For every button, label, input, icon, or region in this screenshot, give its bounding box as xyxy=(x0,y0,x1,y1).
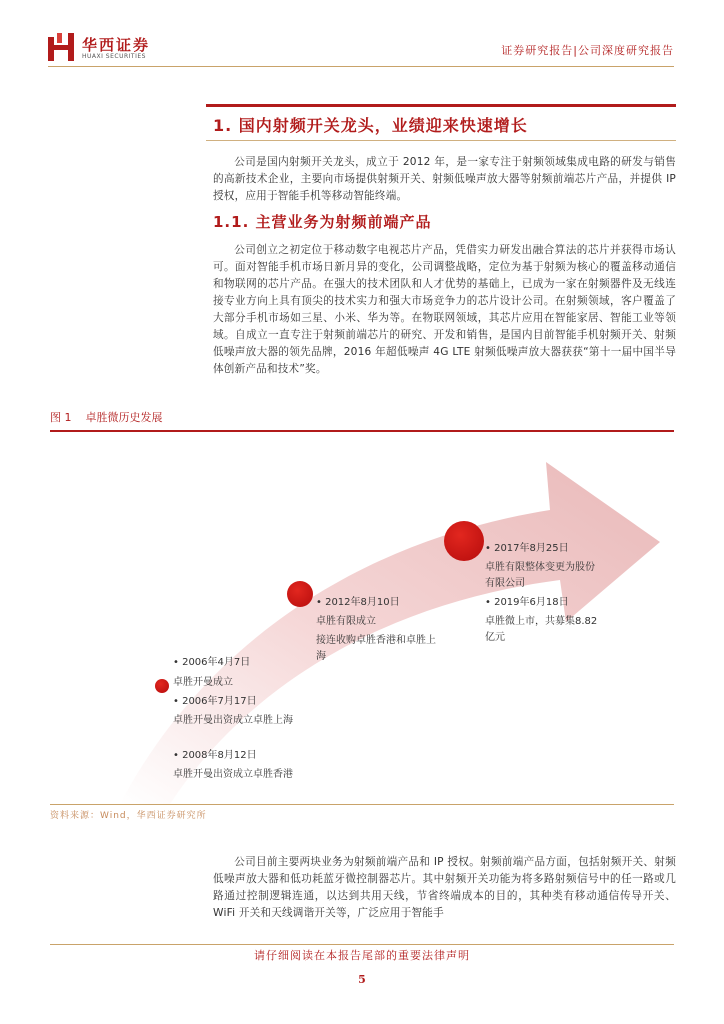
section-1-title: 1. 国内射频开关龙头，业绩迎来快速增长 xyxy=(213,116,528,135)
event-date-2008-08: • 2008年8月12日 xyxy=(173,750,257,761)
event-date-2012-08: • 2012年8月10日 xyxy=(316,597,400,608)
event-text-2012-founded: 卓胜有限成立 xyxy=(316,616,376,627)
report-type-label: 证券研究报告|公司深度研究报告 xyxy=(501,44,674,57)
huaxi-logo-icon xyxy=(48,33,74,61)
footer-divider xyxy=(50,944,674,945)
timeline-dot-2006 xyxy=(155,679,169,693)
figure-caption xyxy=(50,409,163,425)
header-divider xyxy=(48,66,674,67)
brand-name-en: HUAXI SECURITIES xyxy=(82,53,146,60)
timeline-dot-2017 xyxy=(444,521,484,561)
event-text-2006-04: 卓胜开曼成立 xyxy=(173,677,233,688)
figure-title: 卓胜微历史发展 xyxy=(85,411,163,424)
section-divider xyxy=(206,140,676,141)
event-date-2019-06: • 2019年6月18日 xyxy=(485,597,569,608)
figure-source: 资料来源：Wind，华西证券研究所 xyxy=(50,811,207,821)
event-date-2006-07: • 2006年7月17日 xyxy=(173,696,257,707)
timeline-dot-2012 xyxy=(287,581,313,607)
section-1-1-paragraph: 公司创立之初定位于移动数字电视芯片产品，凭借实力研发出融合算法的芯片并获得市场认可。面对智能手机市场日新月异的变化，公司调整战略，定位为基于射频为核心的覆盖移动通信和物联网的芯片产品。在强大的技术团队和人才优势的基础上，已成为一家在射频器件及无线连接专业方向上具有顶尖的技术实力和强大市场竞争力的芯片设计公司。在射频领域，客户覆盖了大部分手机市场如三星、小米、华为等。在物联网领域，其芯片应用在智能家居、智能工业等领域。自成立一直专注于射频前端芯片的研究、开发和销售，是国内目前智能手机射频开关、射频低噪声放大器的领先品牌，2016 年超低噪声 4G LTE 射频低噪声放大器获获“第十一届中国半导体创新产品和技术”奖。 xyxy=(213,244,676,375)
event-text-2006-07: 卓胜开曼出资成立卓胜上海 xyxy=(173,715,293,726)
event-date-2006-04: • 2006年4月7日 xyxy=(173,657,251,668)
section-1-paragraph: 公司是国内射频开关龙头，成立于 2012 年，是一家专注于射频领域集成电路的研发与销售的高新技术企业，主要向市场提供射频开关、射频低噪声放大器等射频前端芯片产品，并提供 IP 授权，应用于智能手机等移动智能终端。 xyxy=(213,156,676,202)
brand-name-cn: 华西证券 xyxy=(82,36,151,54)
event-date-2017-08: • 2017年8月25日 xyxy=(485,543,569,554)
figure-number: 图 1 xyxy=(50,411,72,424)
footer-disclaimer: 请仔细阅读在本报告尾部的重要法律声明 xyxy=(254,949,470,962)
section-1-1-title: 1.1. 主营业务为射频前端产品 xyxy=(213,213,432,231)
event-text-2017-08: 卓胜有限整体变更为股份有限公司 xyxy=(485,562,595,589)
event-text-2008-08: 卓胜开曼出资成立卓胜香港 xyxy=(173,769,293,780)
business-paragraph: 公司目前主要两块业务为射频前端产品和 IP 授权。射频前端产品方面，包括射频开关、射频低噪声放大器和低功耗蓝牙微控制器芯片。其中射频开关功能为将多路射频信号中的任一路或几路通过控制逻辑连通，以达到共用天线，节省终端成本的目的，其种类有移动通信传导开关、WiFi 开关和天线调谐开关等，广泛应用于智能手 xyxy=(213,856,676,919)
section-top-bar xyxy=(206,104,676,107)
event-text-2019-06: 卓胜微上市，共募集8.82亿元 xyxy=(485,616,598,643)
page-number: 5 xyxy=(358,973,366,986)
figure-bottom-rule xyxy=(50,804,674,805)
event-text-2012-acquisition: 接连收购卓胜香港和卓胜上海 xyxy=(316,635,436,662)
